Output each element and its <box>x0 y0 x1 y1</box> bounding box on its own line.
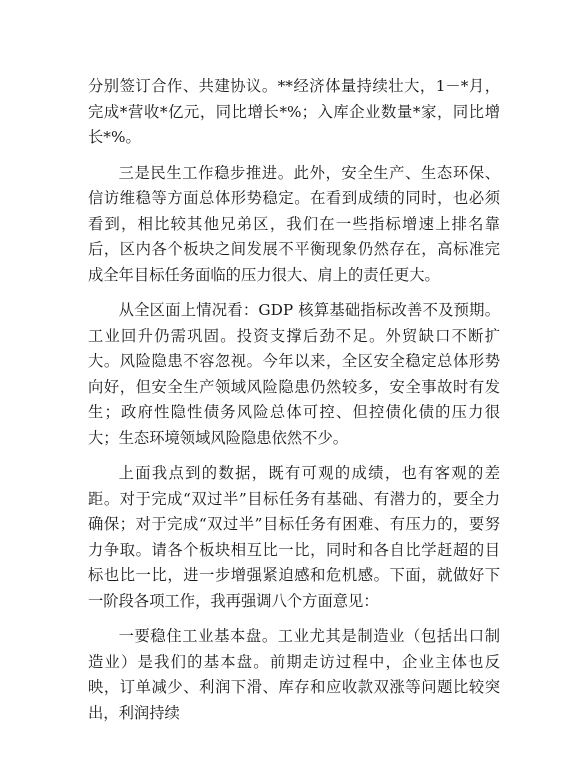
paragraph-3: 从全区面上情况看：GDP 核算基础指标改善不及预期。工业回升仍需巩固。投资支撑后劲不足。外贸缺口不断扩大。风险隐患不容忽视。今年以来，全区安全稳定总体形势向好，但安全生产领域风险隐患仍然较多，安全事故时有发生；政府性隐性债务风险总体可控、但控债化债的压力很大；生态环境领域风险隐患依然不少。 <box>88 301 500 447</box>
paragraph-4: 上面我点到的数据，既有可观的成绩，也有客观的差距。对于完成“双过半”目标任务有基础、有潜力的，要全力确保；对于完成“双过半”目标任务有困难、有压力的，要努力争取。请各个板块相互比一比，同时和各自比学赶超的目标也比一比，进一步增强紧迫感和危机感。下面，就做好下一阶段各项工作，我再强调八个方面意见： <box>88 464 500 610</box>
paragraph-2: 三是民生工作稳步推进。此外，安全生产、生态环保、信访维稳等方面总体形势稳定。在看到成绩的同时，也必须看到，相比较其他兄弟区，我们在一些指标增速上排名靠后，区内各个板块之间发展不平衡现象仍然存在，高标准完成全年目标任务面临的压力很大、肩上的责任更大。 <box>88 163 500 284</box>
paragraph-5: 一要稳住工业基本盘。工业尤其是制造业（包括出口制造业）是我们的基本盘。前期走访过程中，企业主体也反映，订单减少、利润下滑、库存和应收款双涨等问题比较突出，利润持续 <box>88 627 500 722</box>
paragraph-1: 分别签订合作、共建协议。**经济体量持续壮大，1－*月，完成*营收*亿元，同比增长*%；入库企业数量*家，同比增长*%。 <box>88 77 500 146</box>
document-body <box>88 74 500 736</box>
